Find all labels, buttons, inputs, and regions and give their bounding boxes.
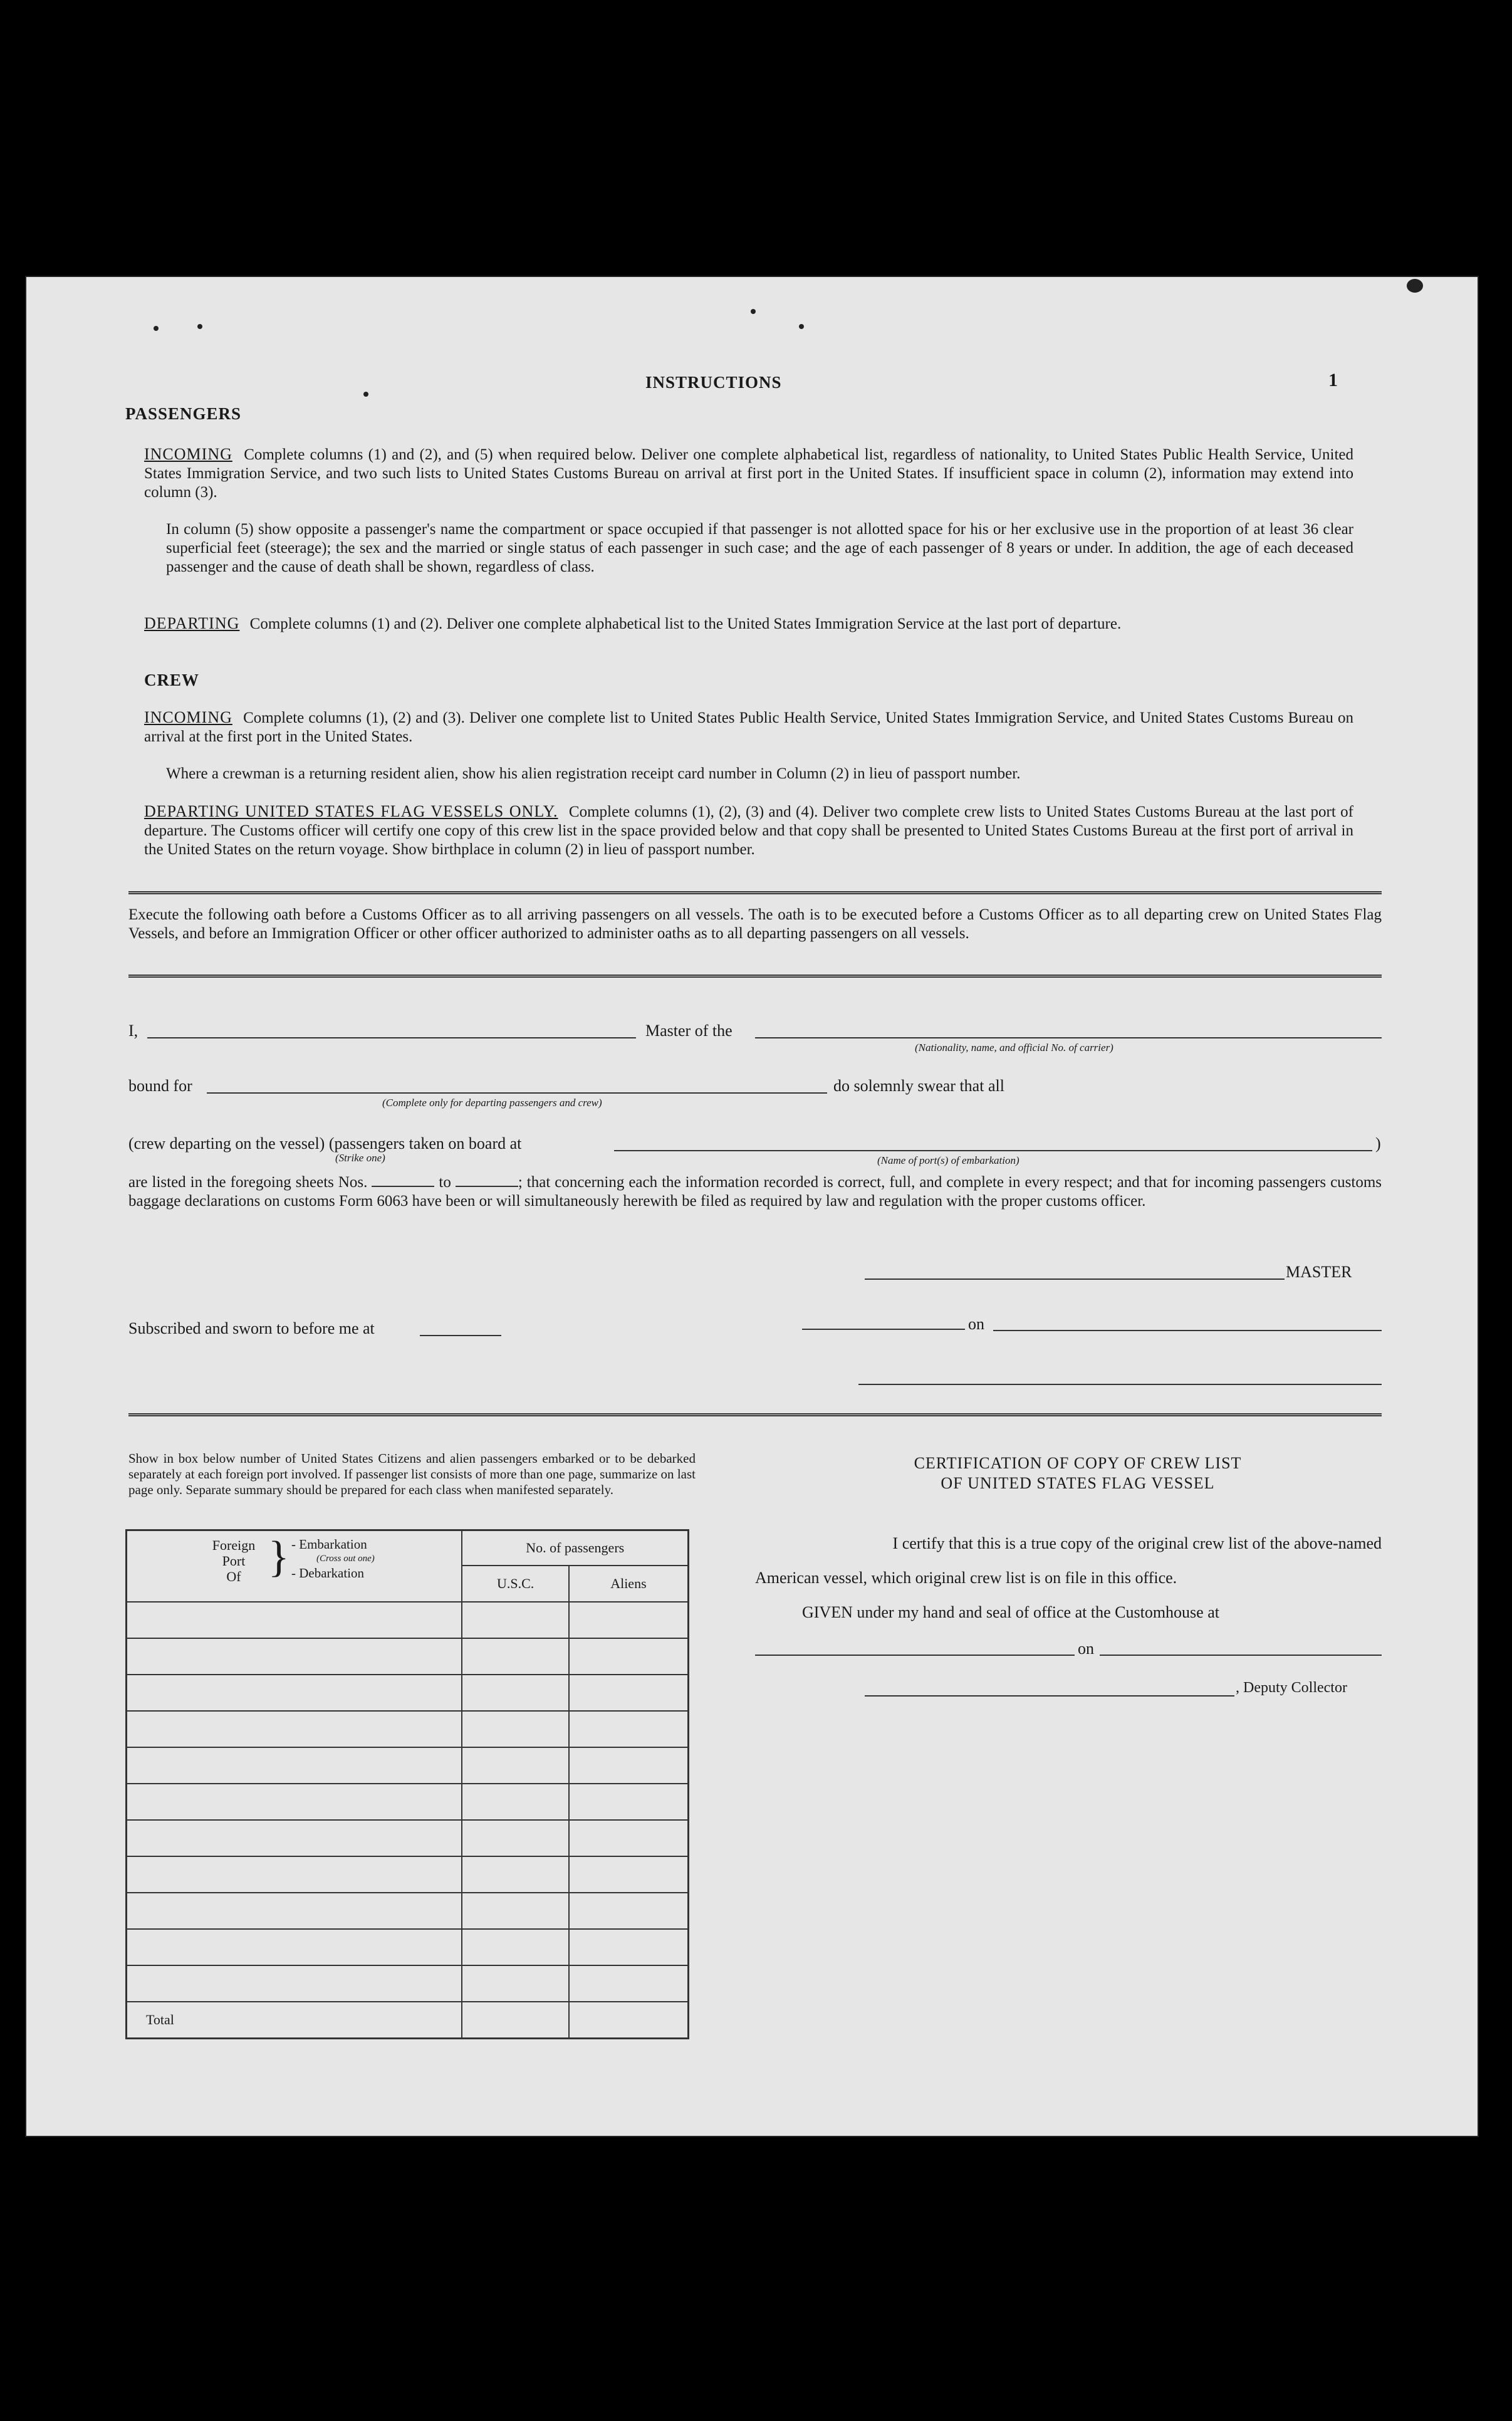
usc-cell[interactable] [462,1965,568,2002]
officer-signature-line[interactable] [858,1384,1382,1385]
master-of-label: Master of the [645,1022,733,1040]
port-cell[interactable] [127,1929,462,1965]
crew-incoming-label: INCOMING [144,708,232,726]
master-signature-line[interactable] [865,1278,1285,1280]
deputy-signature-line[interactable] [865,1695,1234,1697]
usc-cell[interactable] [462,1675,568,1711]
aliens-cell[interactable] [569,1602,689,1638]
customhouse-field[interactable] [755,1655,1075,1656]
usc-cell[interactable] [462,1602,568,1638]
crew-departing-label: DEPARTING UNITED STATES FLAG VESSELS ONLY. [144,802,558,820]
subscribed-on-label: on [968,1315,984,1333]
table-row [127,1602,689,1638]
certify-line-2: American vessel, which original crew list is on file in this office. [755,1569,1177,1587]
crew-heading: CREW [144,671,200,689]
passenger-summary-table [125,1529,689,2039]
aliens-cell[interactable] [569,1675,689,1711]
embarkation-port-field[interactable] [614,1150,1372,1151]
foreign-port-header [127,1530,462,1603]
of-label: Of [226,1569,241,1584]
crew-departing [144,802,1353,859]
aliens-cell[interactable] [569,1929,689,1965]
crew-incoming [144,708,1353,746]
cross-out-caption: (Cross out one) [316,1554,375,1564]
table-row [127,1675,689,1711]
table-row [127,1638,689,1675]
passengers-incoming-text: Complete columns (1) and (2), and (5) when required below. Deliver one complete alphabetical list, regardless of nationality, to United States Public Health Service, United States Immigration Service, and two such lists to United States Customs Bureau on arrival at first port in the United States. If insufficient space in column (2), information may extend into column (3). [144,446,1354,501]
port-cell[interactable] [127,1893,462,1929]
no-passengers-header: No. of passengers [462,1530,688,1566]
port-cell[interactable] [127,1747,462,1784]
aliens-header: Aliens [569,1566,689,1602]
usc-cell[interactable] [462,1893,568,1929]
port-cell[interactable] [127,1711,462,1747]
table-row [127,1893,689,1929]
given-line: GIVEN under my hand and seal of office at the Customhouse at [802,1603,1219,1621]
table-header-row [127,1530,689,1566]
crew-departing-text: Complete columns (1), (2), (3) and (4). Deliver two complete crew lists to United States Customs Bureau at the last port of departure. The Customs officer will certify one copy of this crew list in the space provided below and that copy shall be presented to United States Customs Bureau at the first port of arrival in the United States on the return voyage. Show birthplace in column (2) in lieu of passport number. [144,803,1353,858]
listed-paragraph [128,1173,1382,1211]
aliens-cell[interactable] [569,1747,689,1784]
usc-cell[interactable] [462,1820,568,1856]
port-cell[interactable] [127,1638,462,1675]
total-aliens-cell[interactable] [569,2002,689,2039]
port-caption: (Name of port(s) of embarkation) [877,1154,1019,1166]
aliens-cell[interactable] [569,1638,689,1675]
master-label: MASTER [1286,1263,1352,1281]
aliens-cell[interactable] [569,1965,689,2002]
usc-cell[interactable] [462,1784,568,1820]
subscribed-place-field[interactable] [420,1335,501,1336]
strike-one-caption: (Strike one) [335,1152,385,1164]
table-row [127,1711,689,1747]
table-row [127,1820,689,1856]
deputy-collector-label: , Deputy Collector [1236,1680,1347,1696]
certify-line-1: I certify that this is a true copy of the original crew list of the above-named [892,1534,1382,1552]
sheet-from-field[interactable] [372,1186,434,1187]
bound-for-field[interactable] [207,1092,827,1094]
swear-text: do solemnly swear that all [833,1077,1004,1095]
port-cell[interactable] [127,1965,462,2002]
form-sheet [25,276,1479,2137]
usc-header: U.S.C. [462,1566,568,1602]
subscribed-label: Subscribed and sworn to before me at [128,1319,375,1337]
certify-on-label: on [1078,1639,1094,1658]
port-cell[interactable] [127,1784,462,1820]
passengers-incoming-label: INCOMING [144,445,232,463]
crew-resident-paragraph: Where a crewman is a returning resident alien, show his alien registration receipt card number in Column (2) in lieu of passport number. [166,765,1021,782]
usc-cell[interactable] [462,1638,568,1675]
listed-text-b: ; that concerning each the information recorded is correct, full, and complete in every respect; and that for incoming passengers customs baggage declarations on customs Form 6063 have been or will simultaneously herewith be filed as required by law and regulation with the proper customs officer. [128,1174,1382,1210]
passengers-departing-text: Complete columns (1) and (2). Deliver one complete alphabetical list to the United States Immigration Service at the last port of departure. [249,615,1122,632]
aliens-cell[interactable] [569,1856,689,1893]
certification-title-1: CERTIFICATION OF COPY OF CREW LIST [914,1454,1242,1472]
carrier-field[interactable] [755,1037,1382,1038]
carrier-caption: (Nationality, name, and official No. of carrier) [915,1042,1113,1054]
table-row [127,1747,689,1784]
summary-instructions: Show in box below number of United States Citizens and alien passengers embarked or to be debarked separately at each foreign port involved. If passenger list consists of more than one page, summarize on last page only. Separate summary should be prepared for each class when manifested separately. [128,1451,696,1497]
usc-cell[interactable] [462,1929,568,1965]
aliens-cell[interactable] [569,1820,689,1856]
aliens-cell[interactable] [569,1784,689,1820]
sheet-to-field[interactable] [456,1186,518,1187]
embarkation-label: - Embarkation [291,1537,367,1552]
scan-speck [363,392,368,397]
scan-speck [799,324,804,329]
table-row [127,1929,689,1965]
listed-to-label: to [439,1174,451,1191]
crew-departing-phrase: (crew departing on the vessel) (passengers taken on board at [128,1134,522,1153]
section-divider [128,975,1382,978]
passengers-departing [144,614,1353,634]
scan-speck [197,324,202,329]
scan-speck [154,326,159,331]
passengers-heading: PASSENGERS [125,404,242,423]
usc-cell[interactable] [462,1747,568,1784]
port-cell[interactable] [127,1602,462,1638]
certify-date-field[interactable] [1100,1655,1382,1656]
oath-intro: Execute the following oath before a Customs Officer as to all arriving passengers on all vessels. The oath is to be executed before a Customs Officer as to all departing crew on United States Flag Vessels, and before an Immigration Officer or other officer authorized to administer oaths as to all departing passengers on all vessels. [128,906,1382,942]
passengers-departing-label: DEPARTING [144,614,240,632]
page-mark: 1 [1328,370,1338,390]
total-usc-cell[interactable] [462,2002,568,2039]
bound-for-caption: (Complete only for departing passengers and crew) [382,1097,602,1109]
aliens-cell[interactable] [569,1893,689,1929]
close-paren: ) [1375,1134,1381,1153]
debarkation-label: - Debarkation [291,1566,365,1581]
section-divider [128,891,1382,894]
oath-i-label: I, [128,1022,138,1040]
bound-for-label: bound for [128,1077,192,1095]
crew-incoming-text: Complete columns (1), (2) and (3). Deliver one complete list to United States Public Health Service, United States Immigration Service, and United States Customs Bureau on arrival at the first port in the United States. [144,709,1353,745]
certification-title-2: OF UNITED STATES FLAG VESSEL [941,1474,1215,1492]
passengers-incoming [144,445,1353,502]
foreign-label: Foreign [212,1537,256,1553]
table-row [127,1856,689,1893]
section-divider [128,1413,1382,1416]
usc-cell[interactable] [462,1711,568,1747]
brace-icon: } [268,1533,289,1581]
total-row [127,2002,689,2039]
scan-speck [751,309,756,314]
port-cell[interactable] [127,1820,462,1856]
page-title: INSTRUCTIONS [645,373,782,392]
listed-text-a: are listed in the foregoing sheets Nos. [128,1174,368,1191]
table-row [127,1965,689,2002]
column5-paragraph: In column (5) show opposite a passenger's name the compartment or space occupied if that passenger is not allotted space for his or her exclusive use in the proportion of at least 36 clear superficial feet (steerage); the sex and the married or single status of each passenger in such case; and the age of each passenger of 8 years or under. In addition, the age of each deceased passenger and the cause of death shall be shown, regardless of class. [166,521,1353,575]
table-row [127,1784,689,1820]
usc-cell[interactable] [462,1856,568,1893]
total-label: Total [127,2002,462,2039]
master-name-field[interactable] [147,1037,636,1038]
aliens-cell[interactable] [569,1711,689,1747]
subscribed-date-field[interactable] [993,1330,1382,1331]
port-label: Port [222,1553,246,1569]
subscribed-place-field-2[interactable] [802,1329,965,1330]
port-cell[interactable] [127,1856,462,1893]
port-cell[interactable] [127,1675,462,1711]
scan-speck [1407,279,1423,293]
